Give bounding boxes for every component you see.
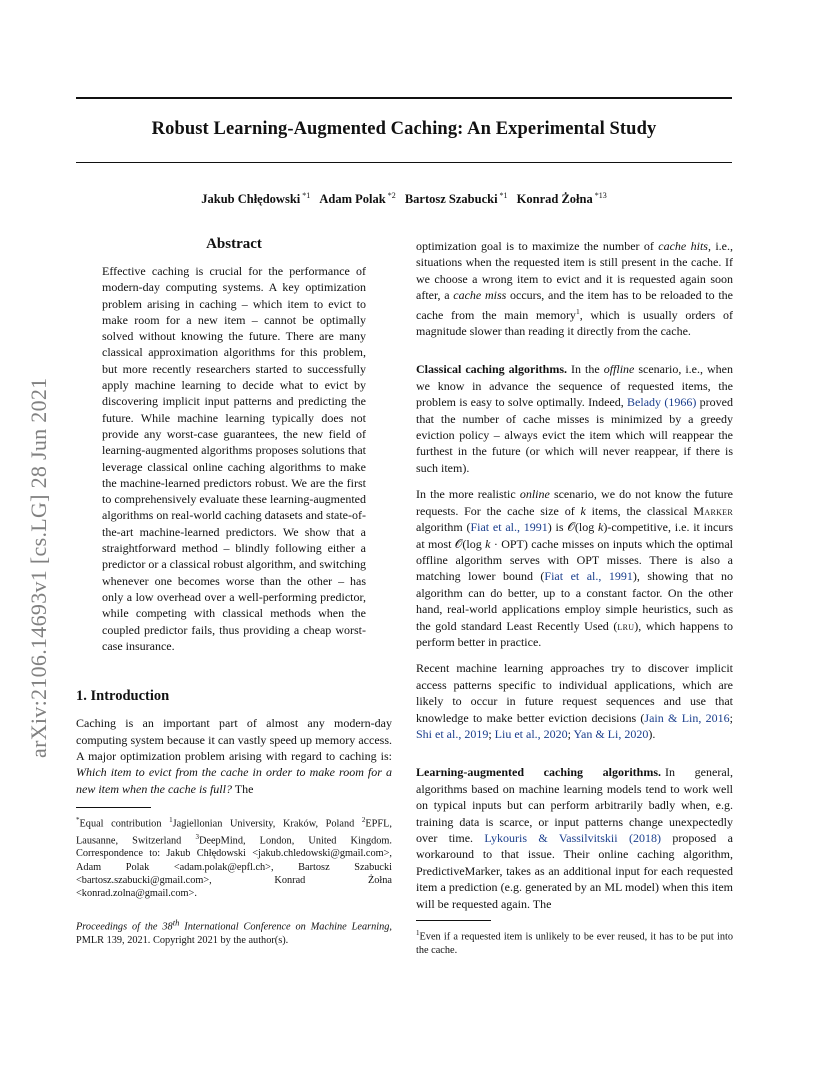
classical-caching-paragraph: Classical caching algorithms. In the offline scenario, i.e., when we know in advance the sequence of requested items, the problem is easy to solve optimally. Indeed, Belady (1966) proved that the number of cache misses is minimized by a greedy eviction policy – always evict the item which will reappear the furthest in the future (or which will never reappear, if there is such item).: [416, 362, 734, 475]
citation-link[interactable]: Belady (1966): [627, 395, 697, 410]
citation-link[interactable]: Shi et al., 2019: [416, 726, 489, 741]
abstract-text: Effective caching is crucial for the performance of modern-day computing systems. A key optimization problem arising in caching – which item to evict to make room for a new item – cannot be optimally solved without knowing the future. There are many classical approximation algorithms for this problem, but more recently researchers started to successfully apply machine learning to decide what to evict by discovering implicit input patterns and predicting the future. While machine learning typically does not provide any worst-case guarantees, the new field of learning-augmented algorithms proposes solutions that leverage classical online caching algorithms to make the machine-learned predictors robust. We are the first to comprehensively evaluate these learning-augmented algorithms on real-world caching datasets and state-of-the-art machine-learned predictors. We show that a straightforward method – blindly following either a predictor or a classical robust algorithm, and switching whenever one becomes worse than the other – has only a low overhead over a well-performing predictor, while competing with classical methods when the coupled predictor fails, thus providing a cheap worst-case insurance.: [102, 264, 366, 653]
author-list: [76, 191, 732, 207]
author: Adam Polak $^{*2}$: [319, 191, 396, 207]
learning-augmented-paragraph: Learning-augmented caching algorithms. In general, algorithms based on machine learning models tend to work well on typical inputs but can perform arbitrarily badly when, e.g. training data is scarce, or input patterns change unexpectedly over time. Lykouris & Vassilvitskii (2018) proposed a workaround to that issue. Their online caching algorithm, PredictiveMarker, takes as an additional input for each requested item a prediction (e.g. generated by an ML model) when this item will be requested again. The: [416, 765, 734, 911]
abstract-heading: Abstract: [206, 236, 262, 252]
title-rule-bottom: [76, 162, 732, 163]
citation-link[interactable]: Yan & Li, 2020: [573, 726, 649, 741]
introduction-paragraph-1: Caching is an important part of almost any modern-day computing system because it can vastly speed up memory access. A major optimization problem arising with regard to caching is: Which item to evict from the cache in order to make room for a new item when the cache is full? The: [76, 716, 392, 796]
introduction-paragraph-1-continued: optimization goal is to maximize the number of cache hits, i.e., situations when the requested item is still present in the cache. If we choose a wrong item to evict and it is requested again soon after, a cache miss occurs, and the item has to be reloaded to the cache from the main memory$^1$, which is usually orders of magnitude slower than reading it directly from the cache.: [416, 239, 734, 339]
citation-link[interactable]: Fiat et al., 1991: [470, 520, 548, 535]
right-column: [416, 238, 733, 957]
footnote-divider: [76, 807, 151, 808]
footnote-mark: 1: [575, 306, 580, 316]
author: Bartosz Szabucki $^{*1}$: [404, 191, 508, 207]
footnote-1: $^1$Even if a requested item is unlikely to be ever reused, it has to be put into the cache.: [416, 929, 733, 956]
citation-link[interactable]: Jain & Lin, 2016: [644, 710, 730, 725]
affiliation-footnote: *Equal contribution $^1$Jagiellonian University, Kraków, Poland $^2$EPFL, Lausanne, Switzerland $^3$DeepMind, London, United Kingdom. Correspondence to: Jakub Chłędowski <jakub.chledowski@gmail.com>, Adam Polak <adam.polak@epfl.ch>, Bartosz Szabucki <bartosz.szabucki@gmail.com>, Konrad Żołna <konrad.zolna@gmail.com>.: [76, 816, 392, 900]
proceedings-notice: Proceedings of the 38th International Conference on Machine Learning, PMLR 139, 2021. Copyright 2021 by the author(s).: [76, 917, 392, 946]
citation-link[interactable]: Fiat et al., 1991: [544, 569, 633, 584]
author: Konrad Żołna $^{*13}$: [516, 191, 607, 207]
footnote-divider: [416, 920, 491, 921]
arxiv-stamp: arXiv:2106.14693v1 [cs.LG] 28 Jun 2021: [26, 377, 51, 758]
introduction-heading: 1. Introduction: [76, 688, 170, 705]
title-rule-top: [76, 97, 732, 99]
recent-ml-paragraph: Recent machine learning approaches try to discover implicit access patterns specific to individual applications, which are likely to occur in future request sequences and use that knowledge to make better eviction decisions (Jain & Lin, 2016; Shi et al., 2019; Liu et al., 2020; Yan & Li, 2020).: [416, 661, 734, 741]
left-column: [76, 236, 392, 947]
citation-link[interactable]: Liu et al., 2020: [494, 726, 568, 741]
citation-link[interactable]: Lykouris & Vassilvitskii (2018): [484, 831, 661, 845]
paper-title: Robust Learning-Augmented Caching: An Experimental Study: [151, 119, 657, 139]
online-scenario-paragraph: In the more realistic online scenario, we do not know the future requests. For the cache size of k items, the classical Marker algorithm (Fiat et al., 1991) is 𝒪(log k)-competitive, i.e. it incurs at most 𝒪(log k · OPT) cache misses on inputs which the optimal offline algorithm serves with OPT misses. There is also a matching lower bound (Fiat et al., 1991), showing that no algorithm can do better, up to a constant factor. On the other hand, real-world applications employ simple heuristics, such as the gold standard Least Recently Used (lru), which happens to perform better in practice.: [416, 487, 734, 649]
author: Jakub Chłędowski $^{*1}$: [201, 191, 311, 207]
